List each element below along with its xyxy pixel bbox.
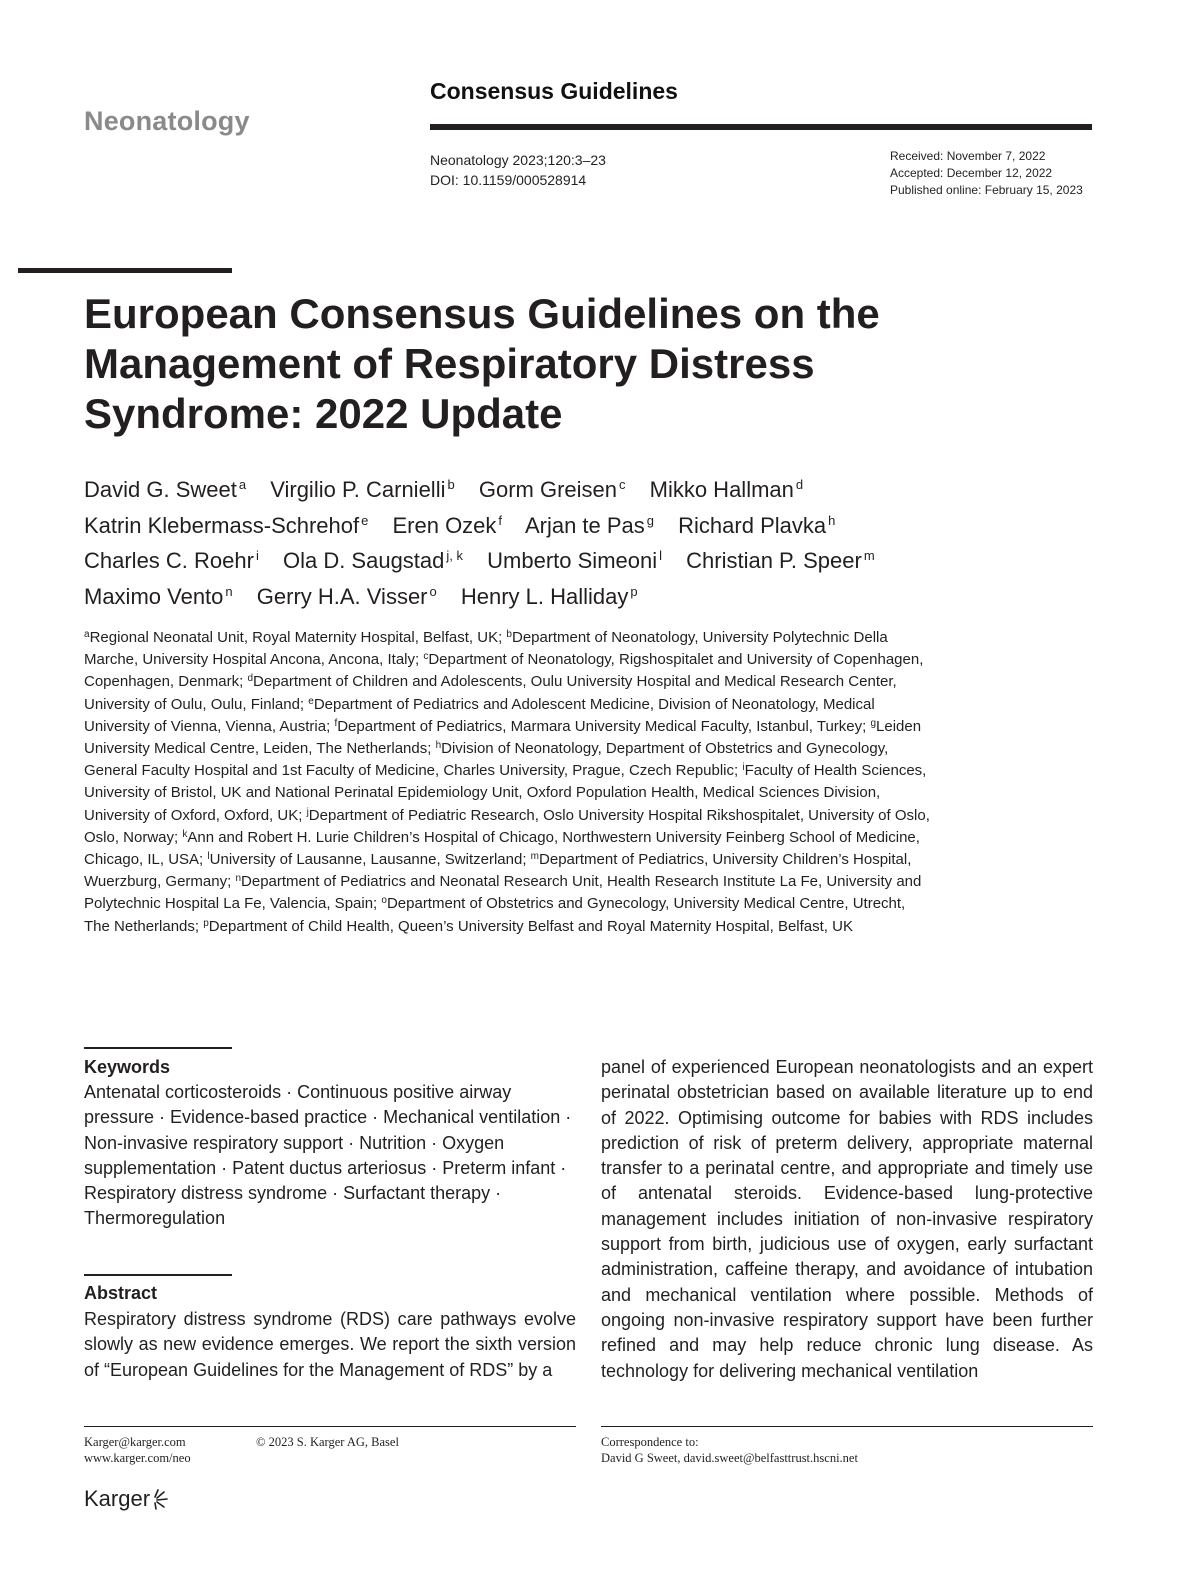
correspondence-label: Correspondence to: [601,1435,699,1449]
author-name: Umberto Simeoni [487,548,658,573]
section-title: Consensus Guidelines [430,78,678,104]
affiliation-mark: m [530,851,540,863]
affiliation-mark: a [84,629,90,640]
keywords-text: Antenatal corticosteroids · Continuous positive airway pressure · Evidence-based practice · Mechanical ventilation · Non-invasive respiratory support · Nutrition · Oxygen supplementation · Patent ductus arteriosus · Preterm infant · Respiratory distress syndrome · Surfactant therapy · Thermoregulation [84,1082,572,1229]
correspondence [601,1434,858,1466]
author-affiliation-mark: m [863,548,875,563]
affiliation-text: Department of Child Health, Queen’s University Belfast and Royal Maternity Hospital, Belfast, UK [208,917,853,935]
affiliation-text: Department of Obstetrics and Gynecology, University Medical Centre, Utrecht, The Netherlands; [84,895,906,935]
author-list [84,472,984,614]
article-title [84,289,964,439]
article-dates [890,148,1083,199]
abstract-text-right: panel of experienced European neonatologists and an expert perinatal obstetrician based on available literature up to end of 2022. Optimising outcome for babies with RDS includes prediction of risk of preterm delivery, appropriate maternal transfer to a perinatal centre, and appropriate and timely use of antenatal steroids. Evidence-based lung-protective management includes initiation of non-invasive respiratory support from birth, judicious use of oxygen, early surfactant administration, caffeine therapy, and avoidance of intubation and mechanical ventilation where possible. Methods of ongoing non-invasive respiratory support have been further refined and may help reduce chronic lung disease. As technology for delivering mechanical ventilation [601,1057,1093,1381]
author [270,477,455,502]
keywords-heading: Keywords [84,1057,171,1077]
abstract-text-left: Respiratory distress syndrome (RDS) care pathways evolve slowly as new evidence emerges. We report the sixth version of “European Guidelines for the Management of RDS” by a [84,1309,576,1380]
publisher-contact [84,1434,191,1466]
author [525,513,654,538]
author-affiliation-mark: l [659,548,662,563]
affiliation-mark: e [308,695,314,707]
author-affiliation-mark: g [646,512,655,528]
author-name: Maximo Vento [84,583,224,609]
affiliation-text: Department of Pediatrics and Neonatal Research Unit, Health Research Institute La Fe, University and Polytechnic Hospital La Fe, Valencia, Spain; [84,873,922,913]
author-affiliation-mark: h [828,512,836,528]
published-date: Published online: February 15, 2023 [890,183,1083,197]
publisher-name: Karger [84,1486,151,1511]
author [392,513,502,538]
affiliation-text: Regional Neonatal Unit, Royal Maternity Hospital, Belfast, UK; [89,629,507,646]
abstract-divider [84,1274,232,1276]
publisher-email[interactable]: Karger@karger.com [84,1435,186,1449]
keywords-divider [84,1047,232,1049]
author-affiliation-mark: o [429,583,437,599]
publisher-website[interactable]: www.karger.com/neo [84,1451,191,1465]
author [84,548,259,573]
title-divider [18,268,232,273]
affiliations [84,627,934,938]
author-affiliation-mark: a [238,477,247,492]
affiliation-text: Department of Pediatrics, University Children’s Hospital, Wuerzburg, Germany; [84,851,912,891]
author-name: Mikko Hallman [649,477,794,502]
copyright: © 2023 S. Karger AG, Basel [256,1435,399,1449]
author [686,548,875,573]
doi[interactable]: DOI: 10.1159/000528914 [430,172,587,188]
affiliation-mark: k [182,828,188,840]
affiliation-mark: j [306,806,309,818]
author-name: Charles C. Roehr [84,548,254,573]
received-date: Received: November 7, 2022 [890,149,1046,163]
affiliation-mark: d [247,673,253,685]
author [487,548,662,573]
author-name: David G. Sweet [84,477,237,502]
affiliation-text: University of Lausanne, Lausanne, Switzerland; [209,851,531,869]
affiliation-mark: i [742,762,745,774]
affiliation-mark: c [423,651,429,663]
author-name: Ola D. Saugstad [282,548,445,573]
title-line: Syndrome: 2022 Update [84,390,563,437]
title-line: European Consensus Guidelines on the [84,290,880,337]
accepted-date: Accepted: December 12, 2022 [890,166,1053,180]
author-affiliation-mark: i [255,548,259,563]
karger-burst-icon [152,1488,170,1510]
author [461,584,638,609]
author-affiliation-mark: j, k [446,548,464,563]
affiliation-mark: b [506,629,512,640]
author [84,513,368,538]
author-affiliation-mark: e [361,512,369,528]
affiliation-text: Ann and Robert H. Lurie Children’s Hospital of Chicago, Northwestern University Feinberg School of Medicine, Chicago, IL, USA; [84,828,920,869]
author-name: Virgilio P. Carnielli [270,477,446,502]
affiliation-text: Division of Neonatology, Department of Obstetrics and Gynecology, General Faculty Hospital and 1st Faculty of Medicine, Charles University, Prague, Czech Republic; [84,740,889,780]
abstract-heading: Abstract [84,1283,158,1303]
author [283,548,463,573]
author [650,477,804,502]
citation-block [430,150,606,190]
karger-logo [84,1486,170,1512]
affiliation-text: Department of Pediatrics and Adolescent Medicine, Division of Neonatology, Medical University of Vienna, Vienna, Austria; [84,695,875,735]
affiliation-text: Department of Pediatrics, Marmara University Medical Faculty, Istanbul, Turkey; [337,717,871,735]
section-divider [430,124,1092,130]
affiliation-text: Department of Neonatology, Rigshospitalet and University of Copenhagen, Copenhagen, Denmark; [84,651,924,691]
author-name: Christian P. Speer [686,548,862,573]
author-name: Arjan te Pas [524,512,645,538]
author-affiliation-mark: b [447,477,455,492]
author-name: Gerry H.A. Visser [256,583,428,609]
footer-divider [84,1426,576,1427]
affiliation-mark: l [207,851,210,863]
author-affiliation-mark: c [619,477,626,492]
author [84,584,233,609]
citation: Neonatology 2023;120:3–23 [430,152,606,168]
author [257,584,437,609]
affiliation-mark: n [235,873,242,885]
affiliation-mark: g [870,717,877,729]
affiliation-mark: f [334,717,338,729]
affiliation-mark: h [435,740,442,752]
affiliation-mark: o [381,895,387,907]
affiliation-text: Department of Children and Adolescents, Oulu University Hospital and Medical Research Center, University of Oulu, Oulu, Finland; [84,673,897,713]
author-affiliation-mark: d [795,477,804,492]
author [479,477,626,502]
author [84,477,246,502]
author-affiliation-mark: f [498,512,503,528]
author-name: Richard Plavka [678,512,827,538]
affiliation-mark: p [203,917,209,929]
title-line: Management of Respiratory Distress [84,340,815,387]
author-name: Katrin Klebermass-Schrehof [84,512,360,538]
author-affiliation-mark: n [225,583,233,599]
author [678,513,835,538]
correspondence-contact[interactable]: David G Sweet, david.sweet@belfasttrust.hscni.net [601,1451,858,1465]
footer-divider [601,1426,1093,1427]
author-name: Gorm Greisen [478,477,617,502]
affiliation-text: Department of Pediatric Research, Oslo University Hospital Rikshospitalet, University of Oslo, Oslo, Norway; [84,806,930,846]
author-name: Henry L. Halliday [460,583,629,609]
affiliation-text: Department of Neonatology, University Polytechnic Della Marche, University Hospital Ancona, Ancona, Italy; [84,629,888,669]
affiliation-text: Faculty of Health Sciences, University of Bristol, UK and National Perinatal Epidemiology Unit, Oxford Population Health, Medical Sciences Division, University of Oxford, Oxford, UK; [84,762,927,824]
affiliation-text: Leiden University Medical Centre, Leiden, The Netherlands; [84,717,922,758]
author-name: Eren Ozek [392,512,497,538]
journal-name: Neonatology [84,106,250,136]
author-affiliation-mark: p [630,583,638,599]
